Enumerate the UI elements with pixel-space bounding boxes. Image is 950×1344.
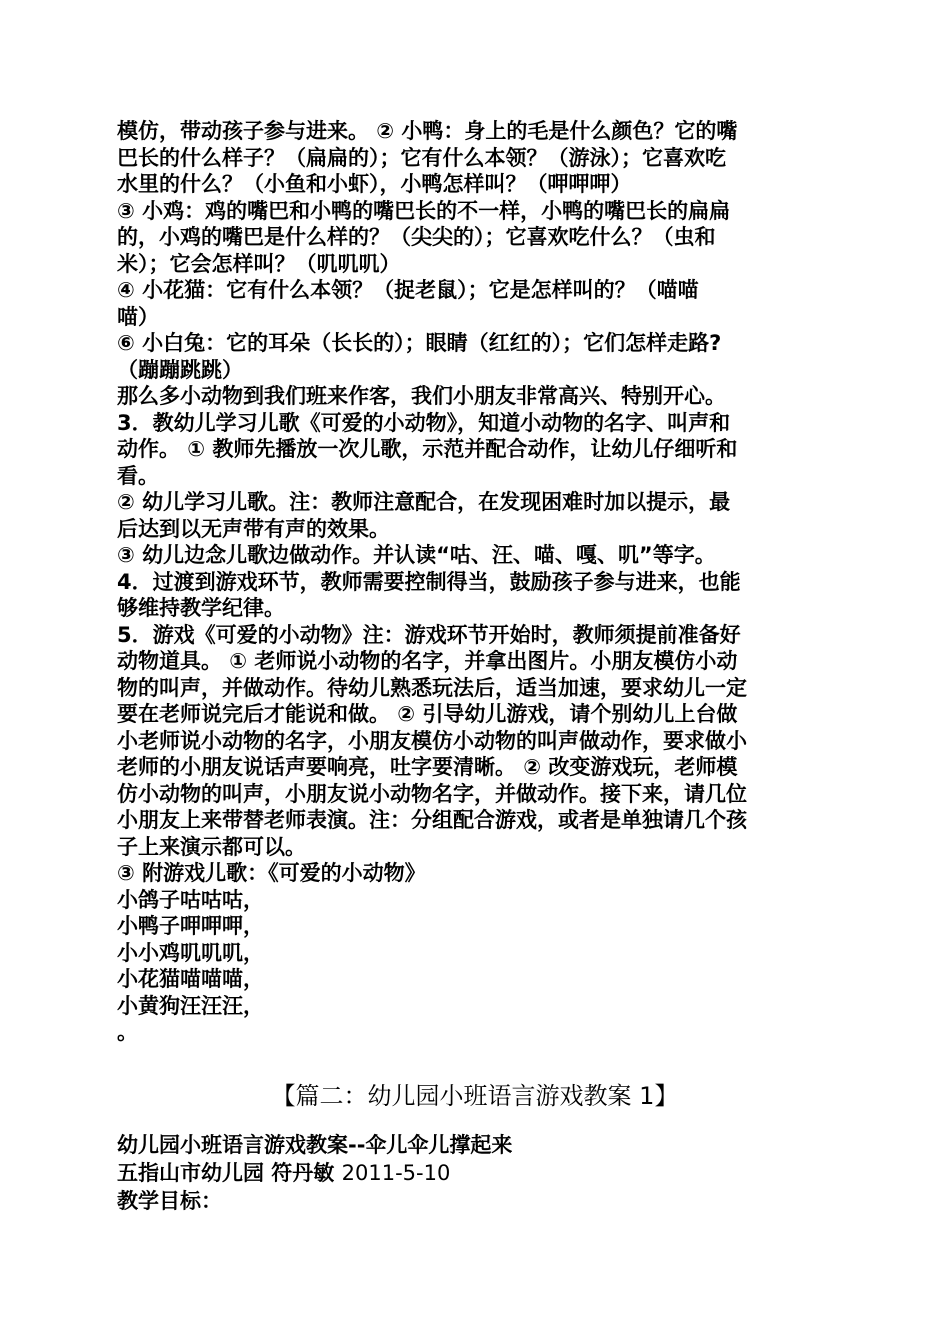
text-line: 看。	[117, 463, 159, 488]
text-line: ② 幼儿学习儿歌。注：教师注意配合，在发现困难时加以提示，最	[117, 490, 731, 514]
text-line: 动作。 ① 教师先播放一次儿歌，示范并配合动作，让幼儿仔细听和	[117, 437, 738, 461]
text-line: 小黄狗汪汪汪，	[117, 993, 264, 1018]
text-line: 。	[117, 1020, 138, 1044]
lesson-title: 幼儿园小班语言游戏教案--伞儿伞儿撑起来	[117, 1133, 513, 1157]
text-line: ⑥ 小白兔：它的耳朵（长长的）；眼睛（红红的）；它们怎样走路?	[117, 331, 722, 355]
text-line: 小花猫喵喵喵，	[117, 967, 264, 991]
author: 五指山市幼儿园 符丹敏	[117, 1161, 335, 1185]
text-line: 仿小动物的叫声，小朋友说小动物名字，并做动作。接下来，请几位	[117, 781, 747, 806]
text-line: 的，小鸡的嘴巴是什么样的？（尖尖的）；它喜欢吃什么？（虫和	[117, 225, 716, 249]
text-line: 老师的小朋友说话声要响亮，吐字要清晰。 ② 改变游戏玩，老师模	[117, 755, 738, 779]
text-line: 那么多小动物到我们班来作客，我们小朋友非常高兴、特别开心。	[117, 384, 726, 408]
date: 2011-5-10	[341, 1161, 451, 1185]
text-line: 小小鸡叽叽叽，	[117, 940, 264, 965]
text-line: 子上来演示都可以。	[117, 834, 306, 859]
text-line: 小老师说小动物的名字，小朋友模仿小动物的叫声做动作，要求做小	[117, 728, 747, 753]
text-line: 够维持教学纪律。	[117, 596, 285, 620]
text-line: 喵）	[117, 304, 159, 329]
objectives-label: 教学目标：	[117, 1189, 222, 1213]
text-line: 要在老师说完后才能说和做。 ② 引导幼儿游戏，请个别幼儿上台做	[117, 702, 738, 726]
text-line: 小朋友上来带替老师表演。注：分组配合游戏，或者是单独请几个孩	[117, 808, 747, 832]
text-line: 模仿，带动孩子参与进来。 ② 小鸭：身上的毛是什么颜色？它的嘴	[117, 119, 738, 143]
text-line: 小鸭子呷呷呷，	[117, 914, 264, 938]
text-line: 3．教幼儿学习儿歌《可爱的小动物》，知道小动物的名字、叫声和	[117, 410, 731, 435]
author-line	[117, 1159, 857, 1187]
section-heading: 【篇二：幼儿园小班语言游戏教案 1】	[271, 1082, 679, 1110]
text-line: 物的叫声，并做动作。待幼儿熟悉玩法后，适当加速，要求幼儿一定	[117, 675, 747, 700]
text-line: （蹦蹦跳跳）	[117, 357, 243, 382]
text-line: 小鸽子咕咕咕，	[117, 887, 264, 912]
text-line: 5．游戏《可爱的小动物》注：游戏环节开始时，教师须提前准备好	[117, 622, 741, 647]
text-line: ③ 幼儿边念儿歌边做动作。并认读“咕、汪、喵、嘎、叽”等字。	[117, 543, 716, 567]
text-line: 水里的什么？（小鱼和小虾），小鸭怎样叫？（呷呷呷）	[117, 172, 632, 196]
text-line: ④ 小花猫：它有什么本领？（捉老鼠）；它是怎样叫的？（喵喵	[117, 278, 699, 302]
text-line: 后达到以无声带有声的效果。	[117, 516, 390, 541]
text-line: 米）；它会怎样叫？（叽叽叽）	[117, 251, 401, 276]
text-line: 动物道具。 ① 老师说小动物的名字，并拿出图片。小朋友模仿小动	[117, 649, 738, 673]
text-line: 巴长的什么样子？（扁扁的）；它有什么本领？（游泳）；它喜欢吃	[117, 145, 726, 170]
text-line: ③ 小鸡：鸡的嘴巴和小鸭的嘴巴长的不一样，小鸭的嘴巴长的扁扁	[117, 198, 731, 223]
text-line: 4．过渡到游戏环节，教师需要控制得当，鼓励孩子参与进来，也能	[117, 569, 741, 594]
text-line: ③ 附游戏儿歌：《可爱的小动物》	[117, 861, 426, 885]
